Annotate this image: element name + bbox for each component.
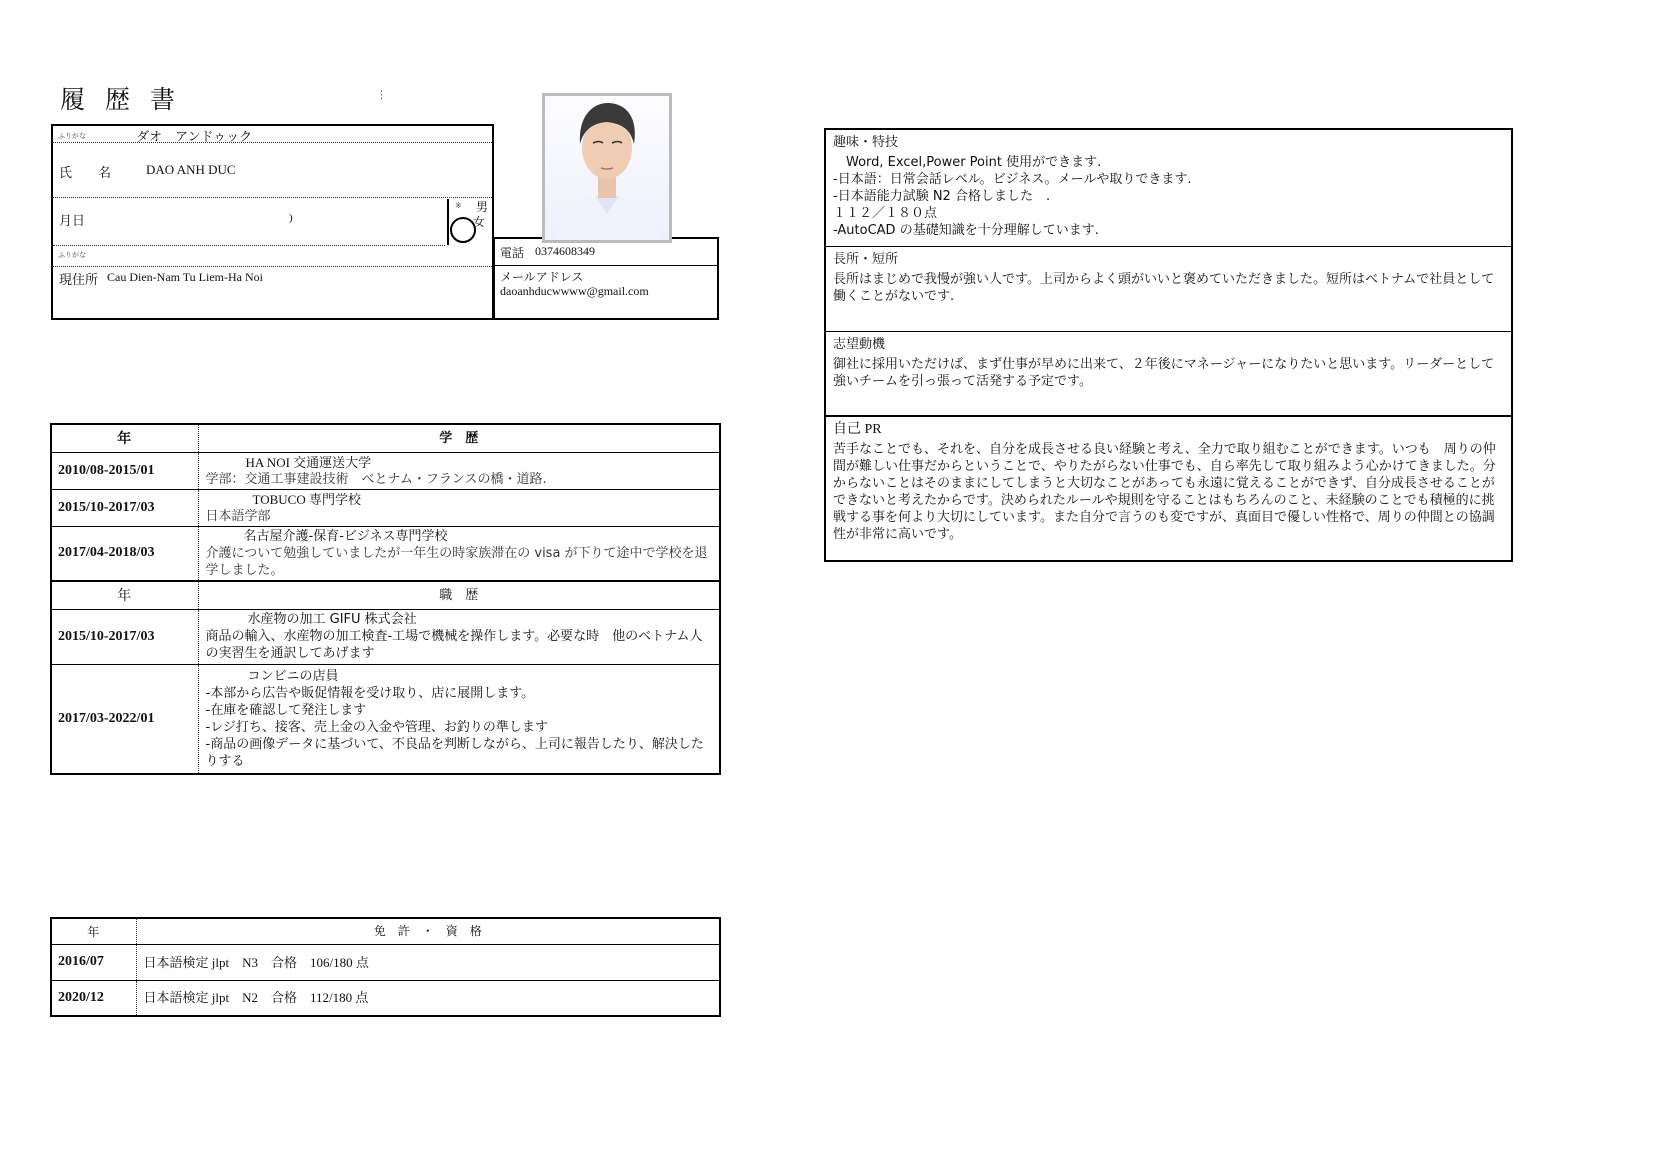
work-header: 職 歴 xyxy=(198,581,720,609)
education-header: 学 歴 xyxy=(198,424,720,452)
hobby-line: -日本語能力試験 N2 合格しました . xyxy=(833,189,1051,204)
hobbies-section xyxy=(826,130,1511,246)
table-row xyxy=(51,526,720,581)
work-detail: 商品の輸入、水産物の加工検査-工場で機械を操作します。必要な時 他のベトナム人の実習生を通訳してあげます xyxy=(205,629,703,661)
year-header: 年 xyxy=(51,581,198,609)
licenses-header: 免 許 ・ 資 格 xyxy=(136,918,720,944)
work-date: 2015/10-2017/03 xyxy=(51,609,198,664)
page-title: 履歴書 xyxy=(60,85,196,114)
strengths-section xyxy=(826,246,1511,331)
address-furigana-label: ふりがな xyxy=(58,251,86,259)
hobby-line: -AutoCAD の基礎知識を十分理解しています. xyxy=(833,223,1099,238)
license-date: 2016/07 xyxy=(51,944,136,980)
work-detail: -レジ打ち、接客、売上金の入金や管理、お釣りの準します xyxy=(205,719,548,735)
school-detail: 学部：交通工事建設技術 べとナム・フランスの橋・道路. xyxy=(205,471,547,487)
education-date: 2010/08-2015/01 xyxy=(51,452,198,489)
email-label: メールアドレス xyxy=(500,270,584,284)
work-detail: -在庫を確認して発注します xyxy=(205,702,367,718)
education-date: 2017/04-2018/03 xyxy=(51,526,198,581)
motivation-text: 御社に採用いただけば、まず仕事が早めに出来て、２年後にマネージャーになりたいと思います。リーダーとして強いチームを引っ張って活発する予定です。 xyxy=(833,357,1495,389)
strengths-text: 長所はまじめで我慢が強い人です。上司からよく頭がいいと褒めていただきました。短所はベトナムで社員として働くことがないです. xyxy=(833,272,1495,304)
work-date: 2017/03-2022/01 xyxy=(51,664,198,774)
motivation-section xyxy=(826,331,1511,415)
education-date: 2015/10-2017/03 xyxy=(51,489,198,526)
pr-text: 苦手なことでも、それを、自分を成長させる良い経験と考え、全力で取り組むことができます。いつも 周りの仲間が難しい仕事だからということで、やりたがらない仕事でも、自ら率先して取り組みよう心かけてきました。分からないことはそのままにしてしまうと大切なことがあっても永遠に覚えることができず、自分成長させることができないと考えたからです。決められたルールや規則を守ることはもちろんのこと、未経験のことでも積極的に挑戦する事を何より大切にしています。また自分で言うのも変ですが、真面目で優しい性格で、周りの仲間との協調性が非常に高いです。 xyxy=(833,442,1496,542)
license-text: 日本語検定 jlpt N2 合格 112/180 点 xyxy=(136,980,720,1016)
table-row xyxy=(51,609,720,664)
personal-info-box xyxy=(51,124,494,320)
table-row xyxy=(51,664,720,774)
hobby-line: -日本語：日常会話レベル。ビジネス。メールや取りできます. xyxy=(833,172,1192,187)
table-row xyxy=(51,452,720,489)
birth-value: ) xyxy=(289,212,293,224)
divider xyxy=(495,265,717,266)
work-detail: -商品の画像データに基づいて、不良品を判断しながら、上司に報告したり、解決したりする xyxy=(205,736,704,769)
year-header: 年 xyxy=(51,918,136,944)
licenses-header-row xyxy=(51,918,720,944)
self-description-box xyxy=(824,128,1513,562)
address-label: 現住所 xyxy=(59,273,99,288)
licenses-table xyxy=(50,917,721,1017)
furigana-label: ふりがな xyxy=(58,132,86,140)
divider xyxy=(53,142,492,143)
phone-value: 0374608349 xyxy=(535,244,595,258)
strengths-title: 長所・短所 xyxy=(833,252,899,267)
table-row xyxy=(51,944,720,980)
birth-label: 月日 xyxy=(59,214,86,229)
school-detail: 日本語学部 xyxy=(205,508,271,524)
profile-photo xyxy=(542,93,672,243)
divider xyxy=(53,197,492,198)
school-name: HA NOI 交通運送大学 xyxy=(245,454,372,470)
school-name: TOBUCO 専門学校 xyxy=(252,491,361,507)
table-row xyxy=(51,980,720,1016)
gender-mark: ※ xyxy=(455,201,462,210)
motivation-title: 志望動機 xyxy=(833,337,886,352)
pr-section xyxy=(826,415,1511,560)
address-value: Cau Dien-Nam Tu Liem-Ha Noi xyxy=(107,270,263,284)
name-value: DAO ANH DUC xyxy=(146,162,236,177)
company-name: コンビニの店員 xyxy=(247,668,339,684)
gender-circle-mark xyxy=(450,217,476,243)
pr-title: 自己 PR xyxy=(833,422,882,437)
company-name: 水産物の加工 GIFU 株式会社 xyxy=(247,612,417,627)
license-date: 2020/12 xyxy=(51,980,136,1016)
table-row xyxy=(51,489,720,526)
furigana-value: ダオ アンドゥック xyxy=(136,130,253,145)
license-text: 日本語検定 jlpt N3 合格 106/180 点 xyxy=(136,944,720,980)
hobby-line: １１２／１８０点 xyxy=(833,206,938,221)
year-header: 年 xyxy=(51,424,198,452)
work-detail: -本部から広告や販促情報を受け取り、店に展開します。 xyxy=(205,685,535,701)
divider xyxy=(53,266,492,267)
person-photo-icon xyxy=(545,96,669,240)
school-detail: 介護について勉強していましたが一年生の時家族滞在の visa が下りて途中で学校を退学しました。 xyxy=(205,545,708,578)
hobby-line: Word, Excel,Power Point 使用ができます. xyxy=(833,155,1102,170)
education-work-table xyxy=(50,423,721,775)
phone-label: 電話 xyxy=(500,246,525,260)
school-name: 名古屋介護-保育-ビジネス専門学校 xyxy=(243,528,448,544)
gender-female[interactable]: 女 xyxy=(473,215,486,229)
divider xyxy=(53,245,445,246)
education-header-row xyxy=(51,424,720,452)
dots-mark: ⋮ xyxy=(376,88,387,101)
contact-box xyxy=(494,237,719,320)
work-header-row xyxy=(51,581,720,609)
gender-male[interactable]: 男 xyxy=(476,200,489,214)
hobbies-title: 趣味・特技 xyxy=(833,135,899,150)
email-value[interactable]: daoanhducwwww@gmail.com xyxy=(500,284,649,298)
name-label: 氏 名 xyxy=(59,166,112,181)
